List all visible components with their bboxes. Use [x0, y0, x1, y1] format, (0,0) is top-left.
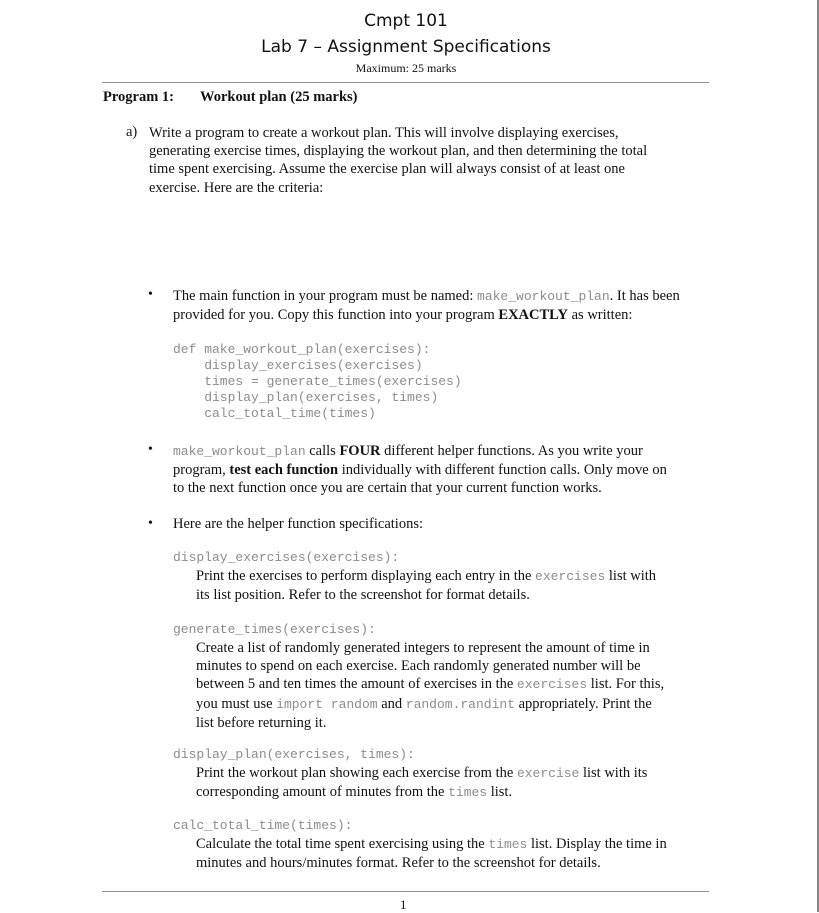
bullet-dot: •: [148, 442, 153, 457]
bullet1-exactly: EXACTLY: [498, 307, 568, 324]
calc-total-time-signature: calc_total_time(times):: [173, 818, 353, 833]
text-span: Print the exercises to perform displaying each entry in the: [196, 568, 536, 584]
text-span: corresponding amount of minutes from the: [196, 784, 449, 801]
bullet3-text: Here are the helper function specifications:: [173, 516, 424, 532]
text-span: you must use: [196, 695, 277, 712]
part-a-line: exercise. Here are the criteria:: [149, 179, 324, 196]
maximum-marks: Maximum: 25 marks: [355, 61, 457, 75]
code-span: import random: [276, 696, 378, 712]
program-title: Workout plan (25 marks): [200, 89, 358, 105]
program-label: Program 1:: [103, 89, 174, 105]
part-a-line: generating exercise times, displaying the workout plan, and then determining the total: [149, 143, 648, 160]
bullet2-line2-pre: program,: [173, 462, 230, 479]
code-span: times: [448, 785, 488, 801]
text-span: Print the workout plan showing each exercise from the: [196, 765, 517, 781]
code-line: calc_total_time(times): [173, 406, 376, 421]
display-exercises-signature: display_exercises(exercises):: [173, 550, 400, 565]
footer-rule: [102, 891, 709, 892]
lab-title: Lab 7 – Assignment Specifications: [261, 37, 551, 57]
text-line: list before returning it.: [196, 714, 327, 731]
text-span: between 5 and ten times the amount of exercises in the: [196, 676, 517, 693]
text-span: list.: [487, 784, 513, 801]
bullet1-line2-pre: provided for you. Copy this function into your program: [173, 307, 499, 324]
text-line: minutes and hours/minutes format. Refer to the screenshot for details.: [196, 855, 601, 872]
bullet2-post: different helper functions. As you write your: [380, 443, 643, 459]
text-line: minutes to spend on each exercise. Each randomly generated number will be: [196, 658, 641, 675]
code-line: display_exercises(exercises): [173, 358, 423, 373]
bullet1-text: [173, 287, 733, 324]
bullet2-four: FOUR: [339, 443, 381, 459]
text-span: list with its: [579, 765, 648, 781]
main-function-code: [173, 342, 462, 422]
display-exercises-desc: [196, 567, 726, 604]
code-line: def make_workout_plan(exercises):: [173, 342, 431, 357]
bullet-dot: •: [148, 516, 153, 531]
text-span: list with: [605, 568, 657, 584]
main-function-name: make_workout_plan: [477, 289, 610, 304]
generate-times-desc: [196, 639, 726, 732]
text-span: appropriately. Print the: [514, 695, 652, 712]
code-span: random.randint: [405, 696, 515, 712]
bullet1-line2-post: as written:: [567, 307, 633, 324]
text-span: Calculate the total time spent exercising using the: [196, 836, 489, 852]
part-a-paragraph: [149, 124, 709, 197]
page-number: 1: [400, 897, 407, 912]
text-line: its list position. Refer to the screenshot for format details.: [196, 587, 530, 604]
bullet1-pre: The main function in your program must be named:: [173, 288, 478, 304]
bullet2-function-name: make_workout_plan: [173, 444, 306, 459]
code-span: exercise: [516, 766, 580, 781]
display-plan-desc: [196, 764, 726, 802]
code-line: times = generate_times(exercises): [173, 374, 462, 389]
code-line: display_plan(exercises, times): [173, 390, 439, 405]
bullet2-line2-post: individually with different function calls. Only move on: [338, 462, 667, 479]
generate-times-signature: generate_times(exercises):: [173, 622, 376, 637]
part-a-line: Write a program to create a workout plan. This will involve displaying exercises,: [149, 125, 619, 141]
bullet2-test-each: test each function: [229, 462, 339, 479]
part-a-marker: a): [126, 124, 138, 140]
bullet1-post: . It has been: [609, 288, 680, 304]
text-line: Create a list of randomly generated integers to represent the amount of time in: [196, 640, 650, 656]
bullet2-pre: calls: [305, 443, 340, 459]
text-span: list. Display the time in: [527, 836, 667, 852]
calc-total-time-desc: [196, 835, 726, 872]
course-title: Cmpt 101: [364, 11, 448, 31]
part-a-line: time spent exercising. Assume the exercise plan will always consist of at least one: [149, 161, 625, 178]
code-span: exercises: [516, 677, 588, 693]
bullet2-text: [173, 442, 733, 498]
display-plan-signature: display_plan(exercises, times):: [173, 747, 415, 762]
text-span: and: [377, 695, 406, 712]
header-rule: [102, 82, 709, 83]
bullet2-line3: to the next function once you are certain that your current function works.: [173, 480, 602, 497]
text-span: list. For this,: [587, 676, 665, 693]
code-span: times: [488, 837, 528, 852]
bullet-dot: •: [148, 287, 153, 302]
code-span: exercises: [535, 569, 606, 584]
